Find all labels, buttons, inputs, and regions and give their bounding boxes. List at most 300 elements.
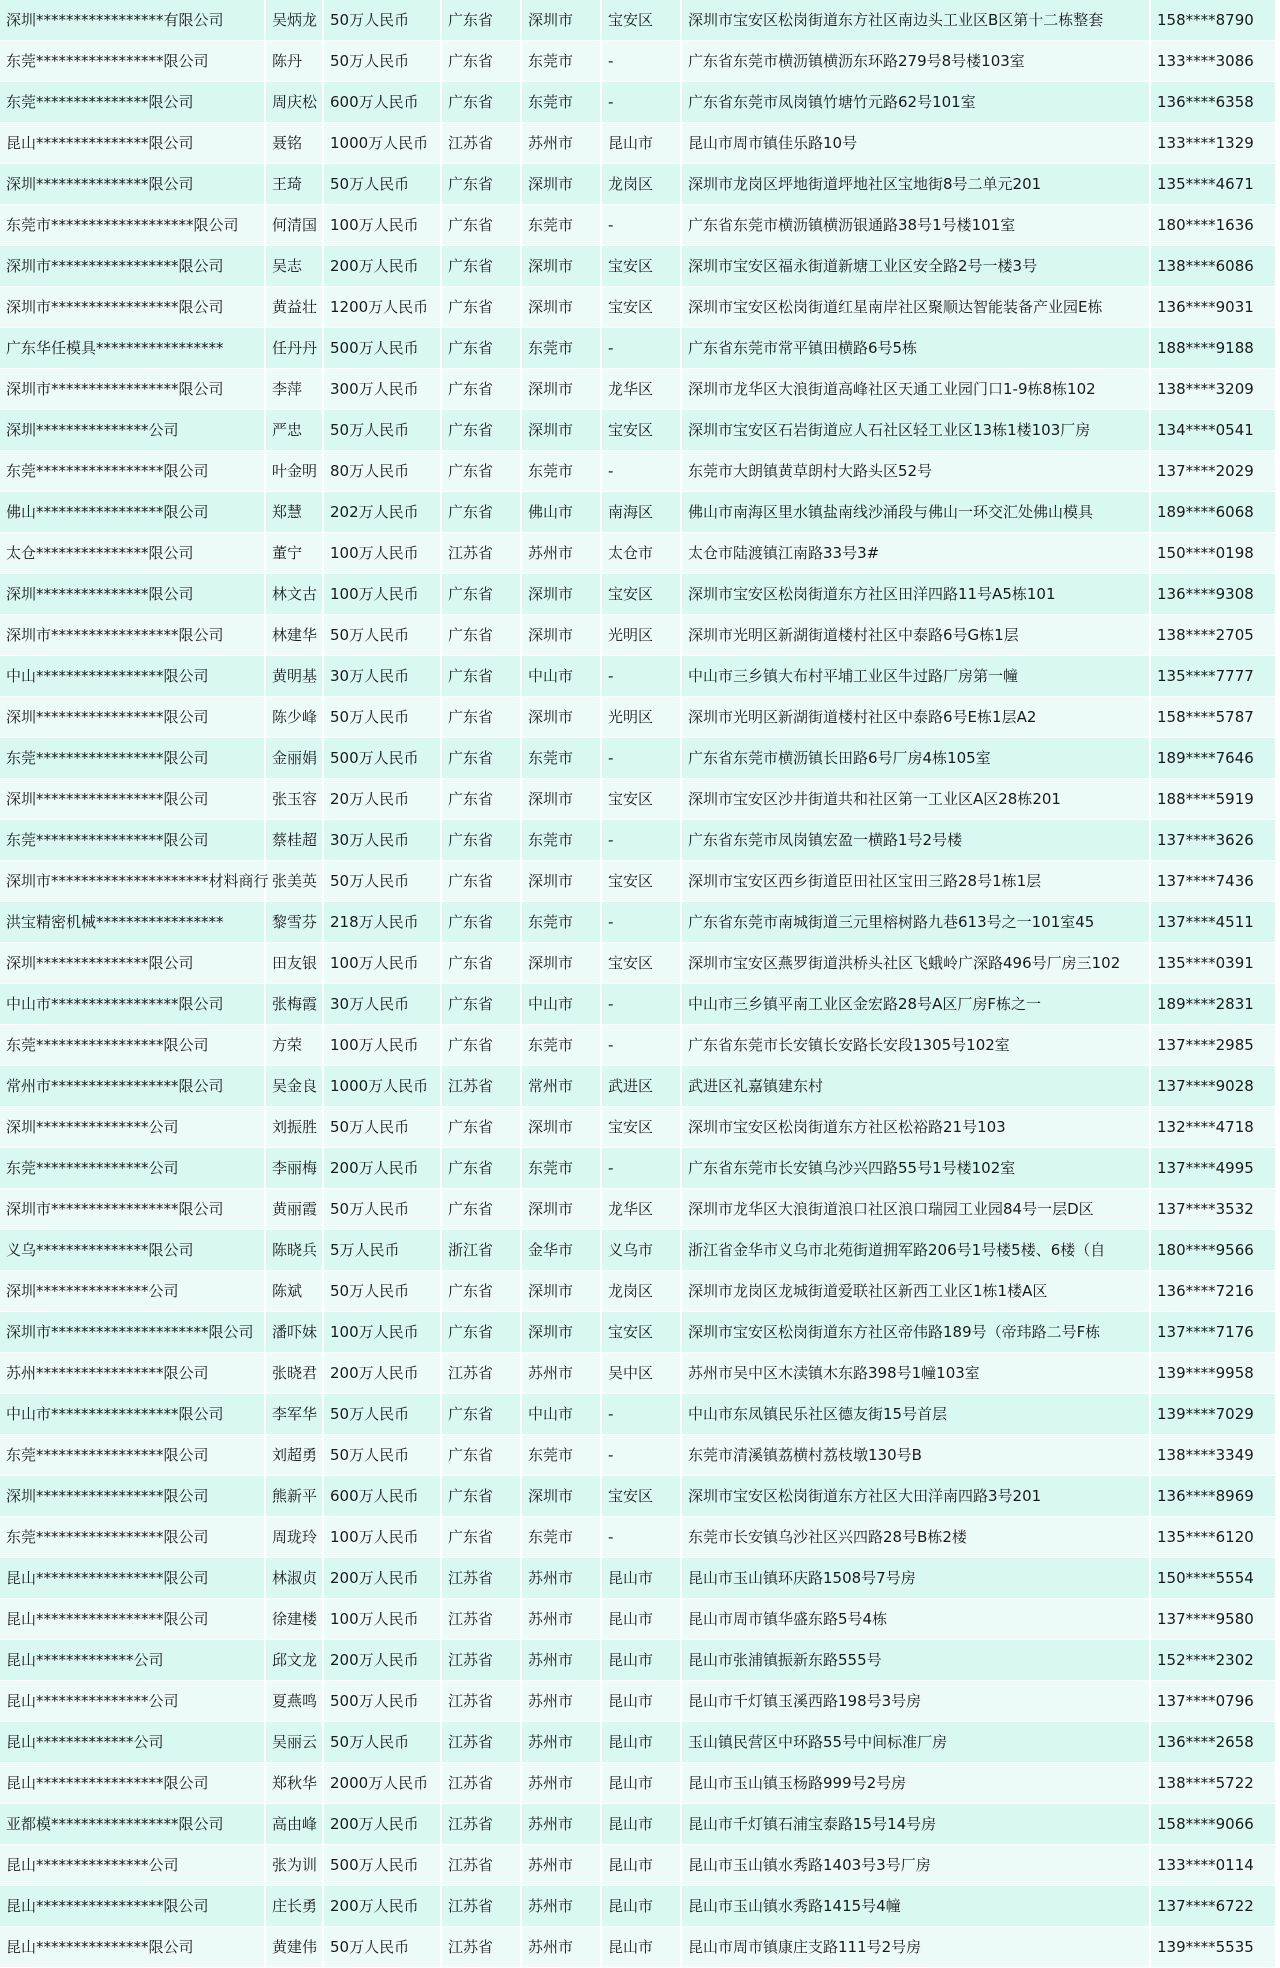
legal-person-cell: 张梅霞 xyxy=(266,984,324,1024)
province-cell: 广东省 xyxy=(442,902,522,942)
province-cell: 广东省 xyxy=(442,779,522,819)
table-row xyxy=(0,1066,1275,1107)
registered-capital-cell: 50万人民币 xyxy=(324,41,442,81)
legal-person-cell: 何清国 xyxy=(266,205,324,245)
province-cell: 广东省 xyxy=(442,1025,522,1065)
phone-cell: 135****0391 xyxy=(1157,954,1254,972)
registered-capital-cell: 50万人民币 xyxy=(324,1107,442,1147)
company-name-cell: 东莞*****************限公司 xyxy=(0,820,266,860)
table-row xyxy=(0,164,1275,205)
address-cell: 广东省东莞市凤岗镇宏盈一横路1号2号楼 xyxy=(682,820,1151,860)
legal-person-cell: 李萍 xyxy=(266,369,324,409)
legal-person-cell: 陈丹 xyxy=(266,41,324,81)
phone-cell: 132****4718 xyxy=(1157,1118,1254,1136)
table-row xyxy=(0,697,1275,738)
company-name-cell: 东莞*****************限公司 xyxy=(0,1435,266,1475)
district-cell: 昆山市 xyxy=(602,1763,682,1803)
company-name-cell: 深圳***************公司 xyxy=(0,1271,266,1311)
city-cell: 苏州市 xyxy=(522,1763,602,1803)
address-cell: 昆山市玉山镇环庆路1508号7号房 xyxy=(682,1558,1151,1598)
district-cell: 昆山市 xyxy=(602,1886,682,1926)
table-row xyxy=(0,492,1275,533)
address-cell: 中山市东凤镇民乐社区德友街15号首层 xyxy=(682,1394,1151,1434)
registered-capital-cell: 5万人民币 xyxy=(324,1230,442,1270)
city-cell: 深圳市 xyxy=(522,1107,602,1147)
company-name-cell: 苏州*****************限公司 xyxy=(0,1353,266,1393)
address-cell: 深圳市宝安区松岗街道红星南岸社区聚顺达智能装备产业园E栋 xyxy=(682,287,1151,327)
district-cell: 武进区 xyxy=(602,1066,682,1106)
company-name-cell: 佛山*****************限公司 xyxy=(0,492,266,532)
city-cell: 苏州市 xyxy=(522,1681,602,1721)
province-cell: 广东省 xyxy=(442,287,522,327)
company-name-cell: 深圳市*****************限公司 xyxy=(0,615,266,655)
address-cell: 昆山市千灯镇玉溪西路198号3号房 xyxy=(682,1681,1151,1721)
legal-person-cell: 熊新平 xyxy=(266,1476,324,1516)
registered-capital-cell: 100万人民币 xyxy=(324,1025,442,1065)
city-cell: 深圳市 xyxy=(522,1312,602,1352)
legal-person-cell: 黄益壮 xyxy=(266,287,324,327)
table-row xyxy=(0,1804,1275,1845)
phone-cell: 150****5554 xyxy=(1157,1569,1254,1587)
province-cell: 广东省 xyxy=(442,1312,522,1352)
registered-capital-cell: 50万人民币 xyxy=(324,1722,442,1762)
company-name-cell: 深圳*****************限公司 xyxy=(0,1476,266,1516)
legal-person-cell: 高由峰 xyxy=(266,1804,324,1844)
city-cell: 佛山市 xyxy=(522,492,602,532)
address-cell: 深圳市宝安区松岗街道东方社区松裕路21号103 xyxy=(682,1107,1151,1147)
table-row xyxy=(0,1435,1275,1476)
phone-cell: 188****9188 xyxy=(1157,339,1254,357)
address-cell: 深圳市宝安区燕罗街道洪桥头社区飞蛾岭广深路496号厂房三102 xyxy=(682,943,1151,983)
city-cell: 常州市 xyxy=(522,1066,602,1106)
company-name-cell: 义乌***************限公司 xyxy=(0,1230,266,1270)
legal-person-cell: 林建华 xyxy=(266,615,324,655)
registered-capital-cell: 500万人民币 xyxy=(324,328,442,368)
registered-capital-cell: 200万人民币 xyxy=(324,1148,442,1188)
table-row xyxy=(0,1353,1275,1394)
city-cell: 东莞市 xyxy=(522,1435,602,1475)
table-row xyxy=(0,1681,1275,1722)
province-cell: 江苏省 xyxy=(442,1066,522,1106)
province-cell: 广东省 xyxy=(442,41,522,81)
address-cell: 昆山市玉山镇水秀路1415号4幢 xyxy=(682,1886,1151,1926)
company-name-cell: 深圳***************限公司 xyxy=(0,164,266,204)
province-cell: 江苏省 xyxy=(442,1558,522,1598)
phone-cell: 137****4511 xyxy=(1157,913,1254,931)
legal-person-cell: 聂铭 xyxy=(266,123,324,163)
address-cell: 昆山市周市镇华盛东路5号4栋 xyxy=(682,1599,1151,1639)
table-row xyxy=(0,205,1275,246)
registered-capital-cell: 200万人民币 xyxy=(324,1353,442,1393)
registered-capital-cell: 1000万人民币 xyxy=(324,123,442,163)
district-cell: 宝安区 xyxy=(602,779,682,819)
registered-capital-cell: 100万人民币 xyxy=(324,1517,442,1557)
phone-cell: 136****8969 xyxy=(1157,1487,1254,1505)
province-cell: 广东省 xyxy=(442,0,522,40)
address-cell: 广东省东莞市长安镇乌沙兴四路55号1号楼102室 xyxy=(682,1148,1151,1188)
province-cell: 广东省 xyxy=(442,697,522,737)
legal-person-cell: 刘超勇 xyxy=(266,1435,324,1475)
table-row xyxy=(0,1394,1275,1435)
table-row xyxy=(0,574,1275,615)
company-name-cell: 东莞***************公司 xyxy=(0,1148,266,1188)
legal-person-cell: 黄丽霞 xyxy=(266,1189,324,1229)
legal-person-cell: 张为训 xyxy=(266,1845,324,1885)
company-name-cell: 昆山*************公司 xyxy=(0,1722,266,1762)
phone-cell: 137****2985 xyxy=(1157,1036,1254,1054)
registered-capital-cell: 100万人民币 xyxy=(324,205,442,245)
district-cell: - xyxy=(602,1517,682,1557)
province-cell: 广东省 xyxy=(442,1148,522,1188)
district-cell: 吴中区 xyxy=(602,1353,682,1393)
address-cell: 深圳市宝安区福永街道新塘工业区安全路2号一楼3号 xyxy=(682,246,1151,286)
table-row xyxy=(0,1517,1275,1558)
table-row xyxy=(0,1640,1275,1681)
legal-person-cell: 潘吓妹 xyxy=(266,1312,324,1352)
district-cell: 昆山市 xyxy=(602,1845,682,1885)
registered-capital-cell: 600万人民币 xyxy=(324,1476,442,1516)
table-row xyxy=(0,0,1275,41)
phone-cell: 137****9028 xyxy=(1157,1077,1254,1095)
legal-person-cell: 蔡桂超 xyxy=(266,820,324,860)
address-cell: 深圳市光明区新湖街道楼村社区中泰路6号E栋1层A2 xyxy=(682,697,1151,737)
province-cell: 江苏省 xyxy=(442,1353,522,1393)
registered-capital-cell: 30万人民币 xyxy=(324,984,442,1024)
phone-cell: 139****7029 xyxy=(1157,1405,1254,1423)
company-name-cell: 深圳市*****************限公司 xyxy=(0,369,266,409)
company-name-cell: 深圳市*********************限公司 xyxy=(0,1312,266,1352)
legal-person-cell: 夏燕鸣 xyxy=(266,1681,324,1721)
phone-cell: 189****6068 xyxy=(1157,503,1254,521)
table-row xyxy=(0,656,1275,697)
province-cell: 广东省 xyxy=(442,984,522,1024)
city-cell: 东莞市 xyxy=(522,820,602,860)
city-cell: 深圳市 xyxy=(522,164,602,204)
table-row xyxy=(0,123,1275,164)
address-cell: 昆山市千灯镇石浦宝泰路15号14号房 xyxy=(682,1804,1151,1844)
company-name-cell: 深圳市*********************材料商行 xyxy=(0,861,266,901)
province-cell: 广东省 xyxy=(442,369,522,409)
district-cell: 宝安区 xyxy=(602,1312,682,1352)
legal-person-cell: 黄建伟 xyxy=(266,1927,324,1967)
district-cell: - xyxy=(602,451,682,491)
phone-cell: 138****5722 xyxy=(1157,1774,1254,1792)
district-cell: - xyxy=(602,656,682,696)
registered-capital-cell: 200万人民币 xyxy=(324,1804,442,1844)
city-cell: 深圳市 xyxy=(522,410,602,450)
address-cell: 东莞市大朗镇黄草朗村大路头区52号 xyxy=(682,451,1151,491)
city-cell: 苏州市 xyxy=(522,533,602,573)
address-cell: 广东省东莞市凤岗镇竹塘竹元路62号101室 xyxy=(682,82,1151,122)
registered-capital-cell: 300万人民币 xyxy=(324,369,442,409)
legal-person-cell: 徐建楼 xyxy=(266,1599,324,1639)
address-cell: 深圳市宝安区西乡街道臣田社区宝田三路28号1栋1层 xyxy=(682,861,1151,901)
address-cell: 昆山市玉山镇玉杨路999号2号房 xyxy=(682,1763,1151,1803)
phone-cell: 136****7216 xyxy=(1157,1282,1254,1300)
company-name-cell: 昆山*****************限公司 xyxy=(0,1599,266,1639)
phone-cell: 136****6358 xyxy=(1157,93,1254,111)
registered-capital-cell: 100万人民币 xyxy=(324,943,442,983)
legal-person-cell: 任丹丹 xyxy=(266,328,324,368)
phone-cell: 137****7436 xyxy=(1157,872,1254,890)
company-name-cell: 昆山*************公司 xyxy=(0,1640,266,1680)
legal-person-cell: 金丽娟 xyxy=(266,738,324,778)
district-cell: - xyxy=(602,205,682,245)
legal-person-cell: 吴金良 xyxy=(266,1066,324,1106)
company-name-cell: 中山*****************限公司 xyxy=(0,656,266,696)
legal-person-cell: 董宁 xyxy=(266,533,324,573)
table-row xyxy=(0,41,1275,82)
registered-capital-cell: 50万人民币 xyxy=(324,697,442,737)
province-cell: 广东省 xyxy=(442,1394,522,1434)
table-row xyxy=(0,1763,1275,1804)
phone-cell: 137****9580 xyxy=(1157,1610,1254,1628)
registered-capital-cell: 100万人民币 xyxy=(324,574,442,614)
city-cell: 深圳市 xyxy=(522,697,602,737)
legal-person-cell: 周珑玲 xyxy=(266,1517,324,1557)
city-cell: 东莞市 xyxy=(522,41,602,81)
table-row xyxy=(0,533,1275,574)
phone-cell: 135****4671 xyxy=(1157,175,1254,193)
province-cell: 江苏省 xyxy=(442,1804,522,1844)
district-cell: 昆山市 xyxy=(602,1558,682,1598)
address-cell: 中山市三乡镇大布村平埔工业区牛过路厂房第一幢 xyxy=(682,656,1151,696)
registered-capital-cell: 50万人民币 xyxy=(324,1927,442,1967)
registered-capital-cell: 50万人民币 xyxy=(324,1271,442,1311)
province-cell: 广东省 xyxy=(442,943,522,983)
legal-person-cell: 张晓君 xyxy=(266,1353,324,1393)
city-cell: 东莞市 xyxy=(522,1148,602,1188)
district-cell: 宝安区 xyxy=(602,861,682,901)
province-cell: 江苏省 xyxy=(442,1763,522,1803)
phone-cell: 136****9031 xyxy=(1157,298,1254,316)
district-cell: - xyxy=(602,984,682,1024)
province-cell: 广东省 xyxy=(442,1476,522,1516)
district-cell: 龙华区 xyxy=(602,369,682,409)
address-cell: 广东省东莞市常平镇田横路6号5栋 xyxy=(682,328,1151,368)
city-cell: 深圳市 xyxy=(522,615,602,655)
table-row xyxy=(0,369,1275,410)
address-cell: 深圳市宝安区松岗街道东方社区田洋四路11号A5栋101 xyxy=(682,574,1151,614)
table-row xyxy=(0,1599,1275,1640)
phone-cell: 133****3086 xyxy=(1157,52,1254,70)
phone-cell: 180****9566 xyxy=(1157,1241,1254,1259)
registered-capital-cell: 50万人民币 xyxy=(324,164,442,204)
province-cell: 广东省 xyxy=(442,656,522,696)
company-name-cell: 昆山***************限公司 xyxy=(0,123,266,163)
registered-capital-cell: 500万人民币 xyxy=(324,738,442,778)
province-cell: 广东省 xyxy=(442,738,522,778)
city-cell: 深圳市 xyxy=(522,943,602,983)
district-cell: 宝安区 xyxy=(602,574,682,614)
legal-person-cell: 陈斌 xyxy=(266,1271,324,1311)
company-name-cell: 昆山***************公司 xyxy=(0,1681,266,1721)
phone-cell: 137****6722 xyxy=(1157,1897,1254,1915)
registered-capital-cell: 100万人民币 xyxy=(324,1599,442,1639)
phone-cell: 134****0541 xyxy=(1157,421,1254,439)
city-cell: 苏州市 xyxy=(522,123,602,163)
registered-capital-cell: 30万人民币 xyxy=(324,656,442,696)
province-cell: 广东省 xyxy=(442,861,522,901)
district-cell: 昆山市 xyxy=(602,1722,682,1762)
city-cell: 深圳市 xyxy=(522,1476,602,1516)
province-cell: 广东省 xyxy=(442,164,522,204)
registered-capital-cell: 200万人民币 xyxy=(324,1640,442,1680)
company-name-cell: 深圳***************限公司 xyxy=(0,943,266,983)
phone-cell: 158****5787 xyxy=(1157,708,1254,726)
city-cell: 中山市 xyxy=(522,656,602,696)
address-cell: 昆山市周市镇康庄支路111号2号房 xyxy=(682,1927,1151,1967)
table-row xyxy=(0,902,1275,943)
company-name-cell: 东莞*****************限公司 xyxy=(0,738,266,778)
district-cell: 昆山市 xyxy=(602,1681,682,1721)
province-cell: 广东省 xyxy=(442,1107,522,1147)
table-row xyxy=(0,82,1275,123)
table-row xyxy=(0,984,1275,1025)
district-cell: 光明区 xyxy=(602,697,682,737)
registered-capital-cell: 20万人民币 xyxy=(324,779,442,819)
province-cell: 广东省 xyxy=(442,1189,522,1229)
company-name-cell: 东莞*****************限公司 xyxy=(0,41,266,81)
address-cell: 深圳市龙岗区龙城街道爱联社区新西工业区1栋1楼A区 xyxy=(682,1271,1151,1311)
address-cell: 深圳市宝安区松岗街道东方社区帝伟路189号（帝玮路二号F栋 xyxy=(682,1312,1151,1352)
address-cell: 深圳市宝安区石岩街道应人石社区轻工业区13栋1楼103厂房 xyxy=(682,410,1151,450)
registered-capital-cell: 500万人民币 xyxy=(324,1681,442,1721)
address-cell: 中山市三乡镇平南工业区金宏路28号A区厂房F栋之一 xyxy=(682,984,1151,1024)
legal-person-cell: 张美英 xyxy=(266,861,324,901)
phone-cell: 139****5535 xyxy=(1157,1938,1254,1956)
legal-person-cell: 方荣 xyxy=(266,1025,324,1065)
registered-capital-cell: 218万人民币 xyxy=(324,902,442,942)
registered-capital-cell: 200万人民币 xyxy=(324,1886,442,1926)
company-name-cell: 昆山*****************限公司 xyxy=(0,1886,266,1926)
phone-cell: 188****5919 xyxy=(1157,790,1254,808)
table-row xyxy=(0,328,1275,369)
city-cell: 深圳市 xyxy=(522,861,602,901)
province-cell: 江苏省 xyxy=(442,1681,522,1721)
phone-cell: 189****2831 xyxy=(1157,995,1254,1013)
city-cell: 中山市 xyxy=(522,984,602,1024)
district-cell: 龙岗区 xyxy=(602,164,682,204)
city-cell: 东莞市 xyxy=(522,738,602,778)
legal-person-cell: 吴炳龙 xyxy=(266,0,324,40)
district-cell: 昆山市 xyxy=(602,123,682,163)
company-name-cell: 深圳***************公司 xyxy=(0,410,266,450)
table-row xyxy=(0,1148,1275,1189)
province-cell: 江苏省 xyxy=(442,123,522,163)
district-cell: - xyxy=(602,820,682,860)
registered-capital-cell: 600万人民币 xyxy=(324,82,442,122)
company-name-cell: 太仓***************限公司 xyxy=(0,533,266,573)
address-cell: 玉山镇民营区中环路55号中间标准厂房 xyxy=(682,1722,1151,1762)
address-cell: 广东省东莞市长安镇长安路长安段1305号102室 xyxy=(682,1025,1151,1065)
registered-capital-cell: 1200万人民币 xyxy=(324,287,442,327)
address-cell: 广东省东莞市南城街道三元里榕树路九巷613号之一101室45 xyxy=(682,902,1151,942)
address-cell: 深圳市龙华区大浪街道浪口社区浪口瑞园工业园84号一层D区 xyxy=(682,1189,1151,1229)
table-row xyxy=(0,287,1275,328)
province-cell: 广东省 xyxy=(442,410,522,450)
district-cell: 昆山市 xyxy=(602,1804,682,1844)
district-cell: 义乌市 xyxy=(602,1230,682,1270)
legal-person-cell: 黎雪芬 xyxy=(266,902,324,942)
phone-cell: 138****3349 xyxy=(1157,1446,1254,1464)
company-name-cell: 中山市*****************限公司 xyxy=(0,1394,266,1434)
registered-capital-cell: 80万人民币 xyxy=(324,451,442,491)
phone-cell: 133****1329 xyxy=(1157,134,1254,152)
city-cell: 苏州市 xyxy=(522,1640,602,1680)
district-cell: - xyxy=(602,1148,682,1188)
address-cell: 浙江省金华市义乌市北苑街道拥军路206号1号楼5楼、6楼（自 xyxy=(682,1230,1151,1270)
district-cell: 昆山市 xyxy=(602,1927,682,1967)
company-name-cell: 东莞*****************限公司 xyxy=(0,451,266,491)
city-cell: 深圳市 xyxy=(522,1271,602,1311)
phone-cell: 189****7646 xyxy=(1157,749,1254,767)
registered-capital-cell: 50万人民币 xyxy=(324,1189,442,1229)
registered-capital-cell: 2000万人民币 xyxy=(324,1763,442,1803)
province-cell: 广东省 xyxy=(442,82,522,122)
city-cell: 苏州市 xyxy=(522,1845,602,1885)
city-cell: 苏州市 xyxy=(522,1558,602,1598)
phone-cell: 152****2302 xyxy=(1157,1651,1254,1669)
registered-capital-cell: 50万人民币 xyxy=(324,861,442,901)
phone-cell: 137****7176 xyxy=(1157,1323,1254,1341)
address-cell: 深圳市宝安区松岗街道东方社区大田洋南四路3号201 xyxy=(682,1476,1151,1516)
city-cell: 东莞市 xyxy=(522,82,602,122)
legal-person-cell: 叶金明 xyxy=(266,451,324,491)
legal-person-cell: 严忠 xyxy=(266,410,324,450)
province-cell: 广东省 xyxy=(442,1271,522,1311)
company-name-cell: 常州市*****************限公司 xyxy=(0,1066,266,1106)
city-cell: 东莞市 xyxy=(522,205,602,245)
legal-person-cell: 郑秋华 xyxy=(266,1763,324,1803)
district-cell: - xyxy=(602,328,682,368)
company-name-cell: 广东华任模具***************** xyxy=(0,328,266,368)
city-cell: 苏州市 xyxy=(522,1722,602,1762)
registered-capital-cell: 1000万人民币 xyxy=(324,1066,442,1106)
phone-cell: 138****2705 xyxy=(1157,626,1254,644)
district-cell: 太仓市 xyxy=(602,533,682,573)
address-cell: 东莞市长安镇乌沙社区兴四路28号B栋2楼 xyxy=(682,1517,1151,1557)
city-cell: 苏州市 xyxy=(522,1927,602,1967)
city-cell: 苏州市 xyxy=(522,1886,602,1926)
company-name-cell: 东莞*****************限公司 xyxy=(0,1025,266,1065)
city-cell: 深圳市 xyxy=(522,0,602,40)
table-row xyxy=(0,1845,1275,1886)
district-cell: 龙岗区 xyxy=(602,1271,682,1311)
legal-person-cell: 陈少峰 xyxy=(266,697,324,737)
company-name-cell: 深圳*****************限公司 xyxy=(0,697,266,737)
district-cell: 宝安区 xyxy=(602,1107,682,1147)
table-row xyxy=(0,943,1275,984)
city-cell: 东莞市 xyxy=(522,1025,602,1065)
company-name-cell: 昆山***************限公司 xyxy=(0,1927,266,1967)
address-cell: 深圳市龙华区大浪街道高峰社区天通工业园门口1-9栋8栋102 xyxy=(682,369,1151,409)
address-cell: 苏州市吴中区木渎镇木东路398号1幢103室 xyxy=(682,1353,1151,1393)
company-name-cell: 亚都模*****************限公司 xyxy=(0,1804,266,1844)
phone-cell: 137****4995 xyxy=(1157,1159,1254,1177)
legal-person-cell: 陈晓兵 xyxy=(266,1230,324,1270)
legal-person-cell: 周庆松 xyxy=(266,82,324,122)
phone-cell: 137****3626 xyxy=(1157,831,1254,849)
address-cell: 东莞市清溪镇荔横村荔枝墩130号B xyxy=(682,1435,1151,1475)
company-name-cell: 深圳市*****************限公司 xyxy=(0,1189,266,1229)
registered-capital-cell: 30万人民币 xyxy=(324,820,442,860)
legal-person-cell: 郑慧 xyxy=(266,492,324,532)
legal-person-cell: 林文古 xyxy=(266,574,324,614)
city-cell: 苏州市 xyxy=(522,1353,602,1393)
registered-capital-cell: 100万人民币 xyxy=(324,533,442,573)
province-cell: 广东省 xyxy=(442,1435,522,1475)
